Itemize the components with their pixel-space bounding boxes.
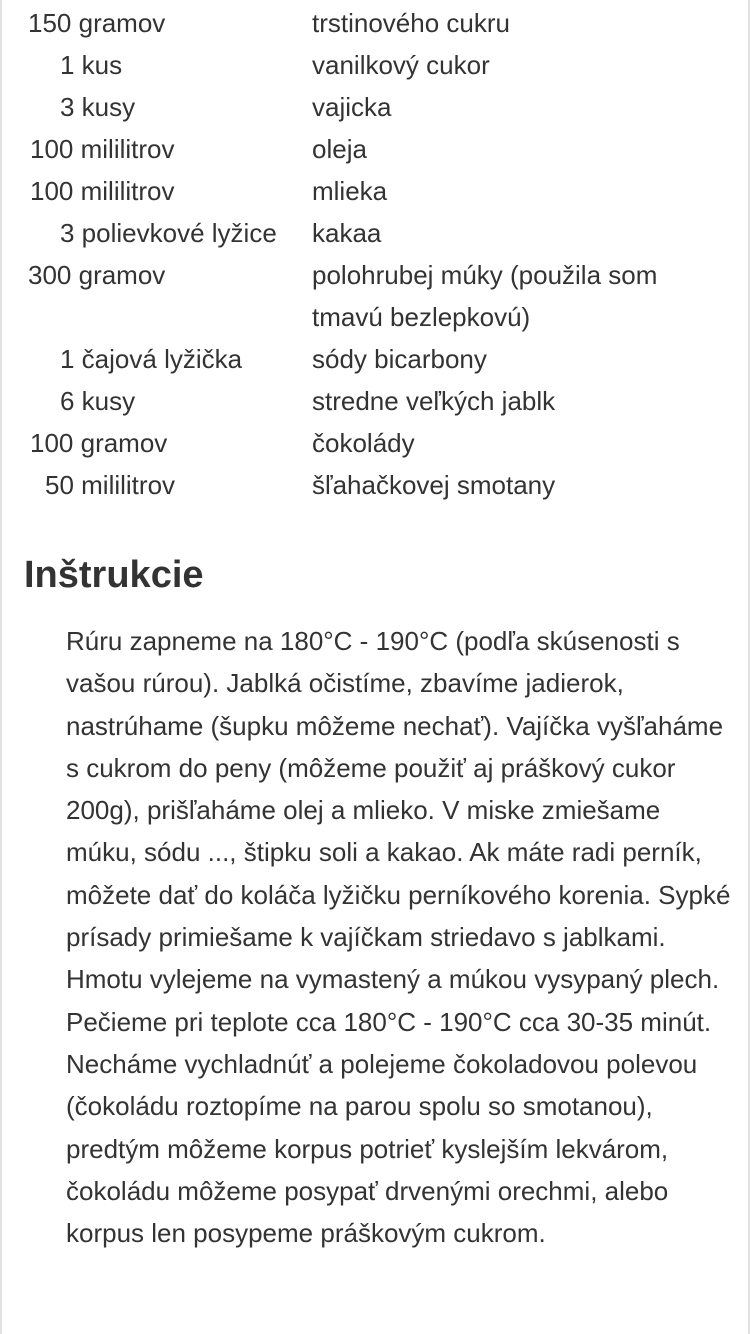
instructions-heading: Inštrukcie bbox=[24, 554, 204, 596]
ingredient-amount: 1 kus bbox=[60, 50, 123, 80]
ingredient-row bbox=[2, 128, 748, 170]
ingredient-name: kakaa bbox=[312, 218, 382, 248]
ingredient-name: polohrubej múky (použila som tmavú bezlepkovú) bbox=[312, 260, 658, 332]
ingredient-amount: 3 kusy bbox=[60, 92, 136, 122]
ingredient-name: šľahačkovej smotany bbox=[312, 470, 556, 500]
ingredient-name: sódy bicarbony bbox=[312, 344, 487, 374]
ingredient-name: vajicka bbox=[312, 92, 392, 122]
ingredient-amount: 150 gramov bbox=[28, 8, 166, 38]
ingredient-amount: 100 mililitrov bbox=[30, 176, 175, 206]
ingredient-amount: 50 mililitrov bbox=[45, 470, 176, 500]
ingredient-name: stredne veľkých jablk bbox=[312, 386, 556, 416]
ingredient-row bbox=[2, 464, 748, 506]
ingredient-name: čokolády bbox=[312, 428, 415, 458]
ingredient-row bbox=[2, 170, 748, 212]
ingredient-row bbox=[2, 44, 748, 86]
instructions-text: Rúru zapneme na 180°C - 190°C (podľa skúsenosti s vašou rúrou). Jablká očistíme, zbavíme jadierok, nastrúhame (šupku môžeme nechať). Vajíčka vyšľaháme s cukrom do peny (môžeme použiť aj práškový cukor 200g), prišľaháme olej a mlieko. V miske zmiešame múku, sódu ..., štipku soli a kakao. Ak máte radi perník, môžete dať do koláča lyžičku perníkového korenia. Sypké prísady primiešame k vajíčkam striedavo s jablkami. Hmotu vylejeme na vymastený a múkou vysypaný plech. Pečieme pri teplote cca 180°C - 190°C cca 30-35 minút. Necháme vychladnúť a polejeme čokoladovou polevou (čokoládu roztopíme na parou spolu so smotanou), predtým môžeme korpus potrieť kyslejším lekvárom, čokoládu môžeme posypať drvenými orechmi, alebo korpus len posypeme práškovým cukrom. bbox=[66, 626, 731, 1249]
ingredient-row bbox=[2, 380, 748, 422]
ingredients-table bbox=[2, 2, 748, 506]
ingredient-row bbox=[2, 86, 748, 128]
ingredient-name: vanilkový cukor bbox=[312, 50, 490, 80]
ingredient-row bbox=[2, 2, 748, 44]
ingredient-amount: 6 kusy bbox=[60, 386, 136, 416]
ingredient-name: mlieka bbox=[312, 176, 388, 206]
ingredient-name: oleja bbox=[312, 134, 367, 164]
ingredient-row bbox=[2, 212, 748, 254]
ingredient-amount: 100 mililitrov bbox=[30, 134, 175, 164]
ingredient-row bbox=[2, 422, 748, 464]
ingredient-amount: 1 čajová lyžička bbox=[60, 344, 243, 374]
ingredient-row bbox=[2, 338, 748, 380]
ingredient-amount: 100 gramov bbox=[30, 428, 168, 458]
ingredient-amount: 3 polievkové lyžice bbox=[60, 218, 277, 248]
ingredient-amount: 300 gramov bbox=[28, 260, 166, 290]
ingredient-row bbox=[2, 254, 748, 338]
ingredient-name: trstinového cukru bbox=[312, 8, 510, 38]
